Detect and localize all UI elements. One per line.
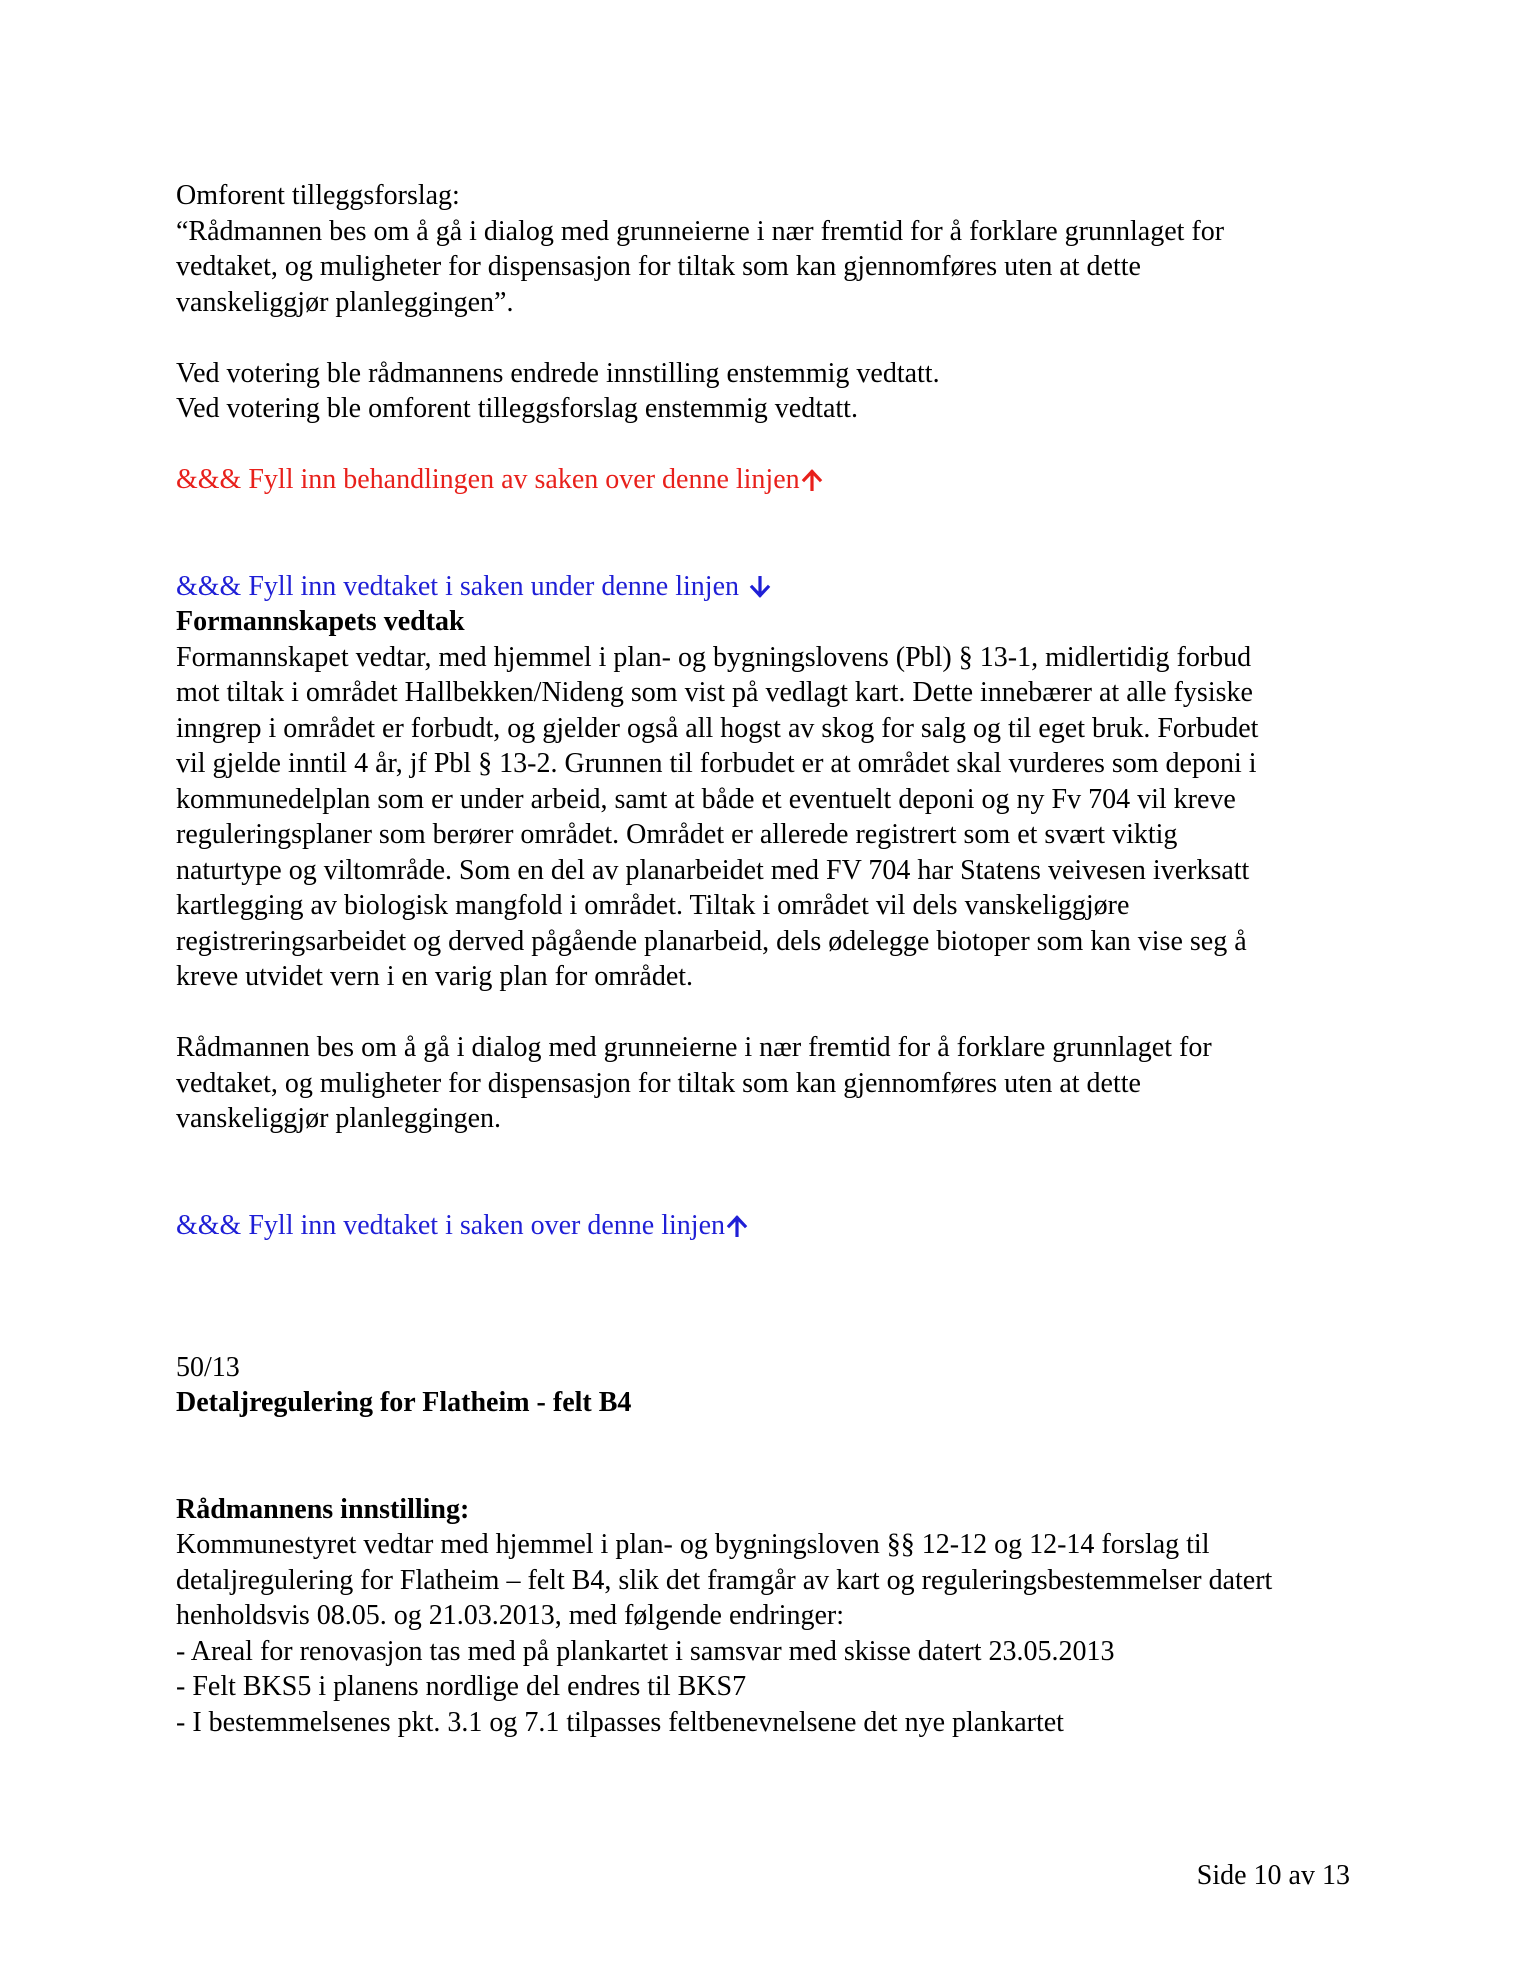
document-page [176, 178, 1356, 1740]
voting-result-line: Ved votering ble rådmannens endrede innstilling enstemmig vedtatt. [176, 357, 940, 389]
voting-result-line: Ved votering ble omforent tilleggsforslag enstemmig vedtatt. [176, 393, 858, 424]
arrow-down-icon [749, 576, 771, 598]
decision-paragraph-line: Rådmannen bes om å gå i dialog med grunneierne i nær fremtid for å forklare grunnlaget for [176, 1032, 1212, 1063]
spacer [176, 995, 1356, 1031]
spacer [176, 1137, 1356, 1208]
treatment-end-marker [176, 462, 1356, 498]
recommendation-line: henholdsvis 08.05. og 21.03.2013, med følgende endringer: [176, 1600, 845, 1631]
case-title: Detaljregulering for Flatheim - felt B4 [176, 1387, 632, 1418]
page-number: Side 10 av 13 [1196, 1860, 1350, 1891]
spacer [176, 1421, 1356, 1492]
decision-end-marker [176, 1208, 1356, 1244]
decision-end-marker-text: &&& Fyll inn vedtaket i saken over denne linjen [176, 1209, 725, 1241]
addendum-quote-line: “Rådmannen bes om å gå i dialog med grunneierne i nær fremtid for å forklare grunnlaget for [176, 215, 1225, 247]
decision-paragraph-line: registreringsarbeidet og derved pågående planarbeid, dels ødelegge biotoper som kan vise seg å [176, 925, 1247, 957]
recommendation-list-item: - Areal for renovasjon tas med på plankartet i samsvar med skisse datert 23.05.2013 [176, 1635, 1115, 1667]
decision-paragraph-line: Formannskapet vedtar, med hjemmel i plan- og bygningslovens (Pbl) § 13-1, midlertidig forbud [176, 641, 1252, 673]
decision-paragraph-line: inngrep i området er forbudt, og gjelder også all hogst av skog for salg og til eget bruk. Forbudet [176, 712, 1259, 744]
decision-start-marker [176, 569, 1356, 605]
decision-paragraph-line: vedtaket, og muligheter for dispensasjon for tiltak som kan gjennomføres uten at dette [176, 1067, 1141, 1099]
decision-paragraph-line: kreve utvidet vern i en varig plan for området. [176, 961, 694, 992]
addendum-quote-line: vedtaket, og muligheter for dispensasjon for tiltak som kan gjennomføres uten at dette [176, 251, 1141, 282]
spacer [176, 1243, 1356, 1350]
addendum-quote-line: vanskeliggjør planleggingen”. [176, 286, 514, 318]
addendum-title: Omforent tilleggsforslag: [176, 180, 460, 211]
arrow-up-icon [726, 1215, 748, 1237]
decision-paragraph-line: reguleringsplaner som berører området. Området er allerede registrert som et svært viktig [176, 819, 1178, 850]
recommendation-heading: Rådmannens innstilling: [176, 1493, 470, 1525]
decision-paragraph-line: kartlegging av biologisk mangfold i området. Tiltak i området vil dels vanskeliggjøre [176, 890, 1130, 921]
decision-paragraph-line: vil gjelde inntil 4 år, jf Pbl § 13-2. Grunnen til forbudet er at området skal vurderes som deponi i [176, 748, 1257, 779]
recommendation-line: detaljregulering for Flatheim – felt B4, slik det framgår av kart og reguleringsbestemmelser datert [176, 1564, 1273, 1596]
case-number: 50/13 [176, 1351, 240, 1383]
spacer [176, 320, 1356, 356]
spacer [176, 498, 1356, 569]
decision-paragraph-line: kommunedelplan som er under arbeid, samt at både et eventuelt deponi og ny Fv 704 vil kreve [176, 783, 1236, 815]
decision-paragraph-line: vanskeliggjør planleggingen. [176, 1103, 502, 1134]
recommendation-line: Kommunestyret vedtar med hjemmel i plan- og bygningsloven §§ 12-12 og 12-14 forslag til [176, 1529, 1210, 1560]
recommendation-list-item: - I bestemmelsenes pkt. 3.1 og 7.1 tilpasses feltbenevnelsene det nye plankartet [176, 1706, 1064, 1738]
decision-paragraph-line: naturtype og viltområde. Som en del av planarbeidet med FV 704 har Statens veivesen iverksatt [176, 854, 1250, 886]
recommendation-list-item: - Felt BKS5 i planens nordlige del endres til BKS7 [176, 1671, 747, 1702]
spacer [176, 427, 1356, 463]
decision-start-marker-text: &&& Fyll inn vedtaket i saken under denne linjen [176, 570, 739, 602]
arrow-up-icon [801, 469, 823, 491]
decision-paragraph-line: mot tiltak i området Hallbekken/Nideng som vist på vedlagt kart. Dette innebærer at alle fysiske [176, 677, 1253, 708]
decision-heading: Formannskapets vedtak [176, 606, 465, 637]
treatment-end-marker-text: &&& Fyll inn behandlingen av saken over denne linjen [176, 464, 800, 495]
